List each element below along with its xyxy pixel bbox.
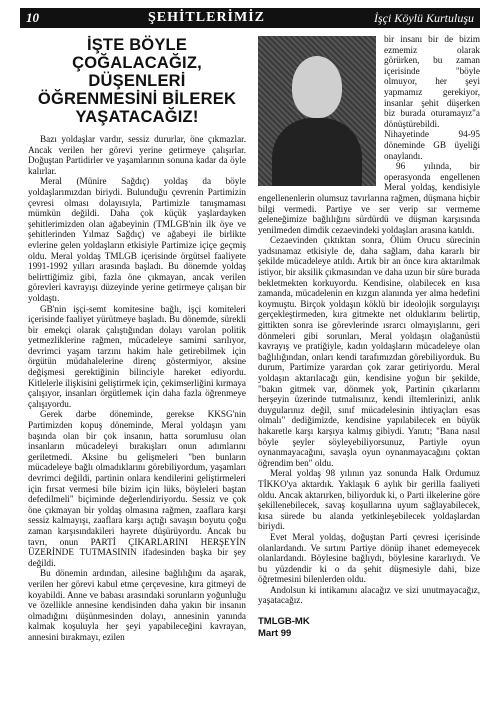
paragraph: GB'nin işçi-semt komitesine bağlı, işçi komiteleri içerisinde faaliyet yürütmeye başladı. Bu dönemde, sürekli bir emekçi olarak çalıştığından dolayı varolan politik yetmezliklerine rağmen, mücadeleye samimi sarılıyor, devrimci yaşam tarzını hakim hale getirebilmek için örgütün müdahalelerine direnç göstermiyor, aksine değişmesi gerektiğinin bilinciyle hareket ediyordu. Kitlelerle ilişkisini geliştirmek için, çekimserliğini kırmaya çalışıyor, insanları örgütlemek için daha fazla öğrenmeye çalışıyordu. [28, 303, 246, 409]
page-header [20, 8, 480, 28]
publication-name: İşçi Köylü Kurtuluşu [373, 10, 474, 25]
portrait-body [272, 118, 362, 186]
paragraph: Andolsun ki intikamını alacağız ve sizi unutmayacağız, yaşatacağız. [258, 584, 480, 606]
paragraph: Cezaevinden çıktıktan sonra, Ölüm Orucu sürecinin yadsınamaz etkisiyle de, daha sağlam, daha kararlı bir şekilde mücadeleye atıldı. Artık bir an önce kıra aktarılmak istiyor, bir aksilik çıkmasından ve daha uzun bir süre burada bekletmekten korkuyordu. Kendisine, olabilecek en kısa zamanda, mücadelenin en kızgın alanında yer alma hedefini koymuştu. Birçok yoldaşın köklü bir ideolojik sorgulayışı gerçekleştirmeden, kıra gitmekte net olduklarını belirtip, gittikten sonra ise görevlerinde ısrarcı olmayışlarını, geri dönmeleri gibi sorunları, Meral yoldaşın olağanüstü kavrayış ve pratiğiyle, kadın yoldaşların mücadeleye olan bağlılığından, onları kendi tarafımızdan görebiliyorduk. Bu durum, Partimize yarardan çok zarar getiriyordu. Meral yoldaşın aktarılacağı gün, kendisine yoğun bir şekilde, "bakın gitmek var, dönmek yok, Partinin çıkarlarını herşeyin üzerinde tutmalısınız, kendi iltemlerinizi, anlık duygularınız değil, sınıf mücadelesinin ihtiyaçları esas olmalı" dediğimizde, kendisine yapılabilecek en büyük hakaretle karşı karşıya kalmış gibiydi. Yanıtı; "Bana nasıl böyle şeyler söyleyebiliyorsunuz, Partiyle oyun oynanmayacağını, savaşla oyun oynanmayacağını çoktan öğrendim ben" oldu. [258, 235, 480, 468]
portrait-face [292, 56, 342, 118]
article-headline: İŞTE BÖYLE ÇOĞALACAĞIZ, DÜŞENLERİ ÖĞRENMESİNİ BİLEREK YAŞATACAĞIZ! [37, 36, 237, 126]
paragraph: Bu dönemin ardından, ailesine bağlılığını da aşarak, verilen her görevi kabul etme çerçevesine, kıra gitmeyi de koyabildi. Anne ve babası arasındaki sorunların yoğunluğu ve özellikle annesine kendisinden daha yakın bir insanın olmadığını düşünmesinden dolayı, annesinin yanında kalmak koşuluyla her şeyi yapabileceğini kavrayan, annesini bırakmayı, ezilen [28, 568, 246, 642]
page-number: 10 [26, 10, 39, 25]
signature [258, 616, 480, 640]
paragraph: Bazı yoldaşlar vardır, sessiz dururlar, öne çıkmazlar. Ancak verilen her görevi yerine getirmeye çalışırlar. Doğuştan Partidirler ve yaşamlarının sonuna kadar da öyle kalırlar. [28, 134, 246, 176]
paragraph: Evet Meral yoldaş, doğuştan Parti çevresi içerisinde olanlardandı. Ve sırtını Partiye dönüp ihanet edemeyecek olanlardandı. Böylesine bağlıydı, böylesine kararlıydı. Ve bu yüzdendir ki o da şehit düşmesiyle dahi, bize öğretmesini bilenlerden oldu. [258, 531, 480, 585]
paragraph: bir insanı bir de bizim ezmemiz olarak görürken, bu zaman içerisinde "böyle olmuyor, her şeyi yapmamız gerekiyor, insanlar şehit düşerken biz burada oturamayız"a dönüştürebildi. Nihayetinde 94-95 döneminde GB üyeliği onaylandı. [384, 34, 480, 161]
paragraph: Gerek darbe döneminde, gerekse KKSG'nin Partimizden kopuş döneminde, Meral yoldaşın yanı başında olan bir çok insanın, hatta sorumlusu olan insanların mücadeleyi bırakışları onun adımlarını geriletmedi. Aksine bu gelişmeleri "ben bunların mücadeleye bağlı olmadıklarını görebiliyordum, yaşamları devrimci değildi, partinin onlara kendilerini geliştirmeleri için fırsat vermesi bile bizim için lüks, böyleleri baştan defedilmeli" biçiminde değerlendiriyordu. Sessiz ve çok öne çıkmayan bir yoldaş olmasına rağmen, zaaflara karşı sessiz kalmayışı, zaaflara karşı açtığı savaşın boyutu çoğu zaman karşısındakileri hayrete düşürüyordu. Ancak bu tavrı, onun PARTİ ÇIKARLARINI HERŞEYİN ÜZERİNDE TUTMASININ ifadesinden başka bir şey değildi. [28, 409, 246, 568]
paragraph: 96 yılında, bir operasyonda engellenen Meral yoldaş, kendisiyle engellenenlerin olumsuz tavırlarına rağmen, düşmana hiçbir bilgi vermedi. Partiye ve ser verip sır vermeme geleneğimize bağlılığını sürdürdü ve düşman karşısında yenilmeden dimdik cezaevindeki yoldaşları arasına katıldı. [258, 161, 480, 235]
signature-date: Mart 99 [258, 628, 292, 640]
paragraph: Meral yoldaş 98 yılının yaz sonunda Halk Ordumuz TİKKO'ya aktardık. Yaklaşık 6 aylık bir gerilla faaliyeti oldu. Ancak aktarırken, biliyorduk ki, o Parti ilkelerine göre şekillenebilecek, savaş koşullarına uyum sağlayabilecek, kısa sürede bu alanda yetkinleşebilecek yoldaşlardan biriydi. [258, 468, 480, 532]
right-column [258, 34, 480, 640]
left-column [28, 34, 246, 643]
signature-org: TMLGB-MK [258, 616, 310, 628]
paragraph: Meral (Münire Sağdıç) yoldaş da böyle yoldaşlarımızdan biriydi. Bulunduğu çevrenin Partimizin çevresi olması dolayısıyla, Partimizle tanışmaması mümkün değildi. Daha çok küçük yaşlardayken şehitlerimizden olan ağabeyinin (TMLGB'nin ilk öye ve şehitlerinden Yılmaz Sağdıç) ve ağabeyi ile birlikte evlerine gelen yoldaşların etkisiyle Partimize içiçe geçmiş oldu. Meral yoldaş TMLGB içerisinde örgütsel faaliyete 1991-1992 yılları arasında başladı. Bu dönemde yoldaş belirttiğimiz gibi, fazla öne çıkmayan, ancak verilen görevleri kavrayışı düzeyinde yerine getirmeye çalışan bir yoldaştı. [28, 176, 246, 303]
section-title: ŞEHİTLERİMİZ [147, 10, 266, 25]
portrait-photo [258, 36, 376, 186]
